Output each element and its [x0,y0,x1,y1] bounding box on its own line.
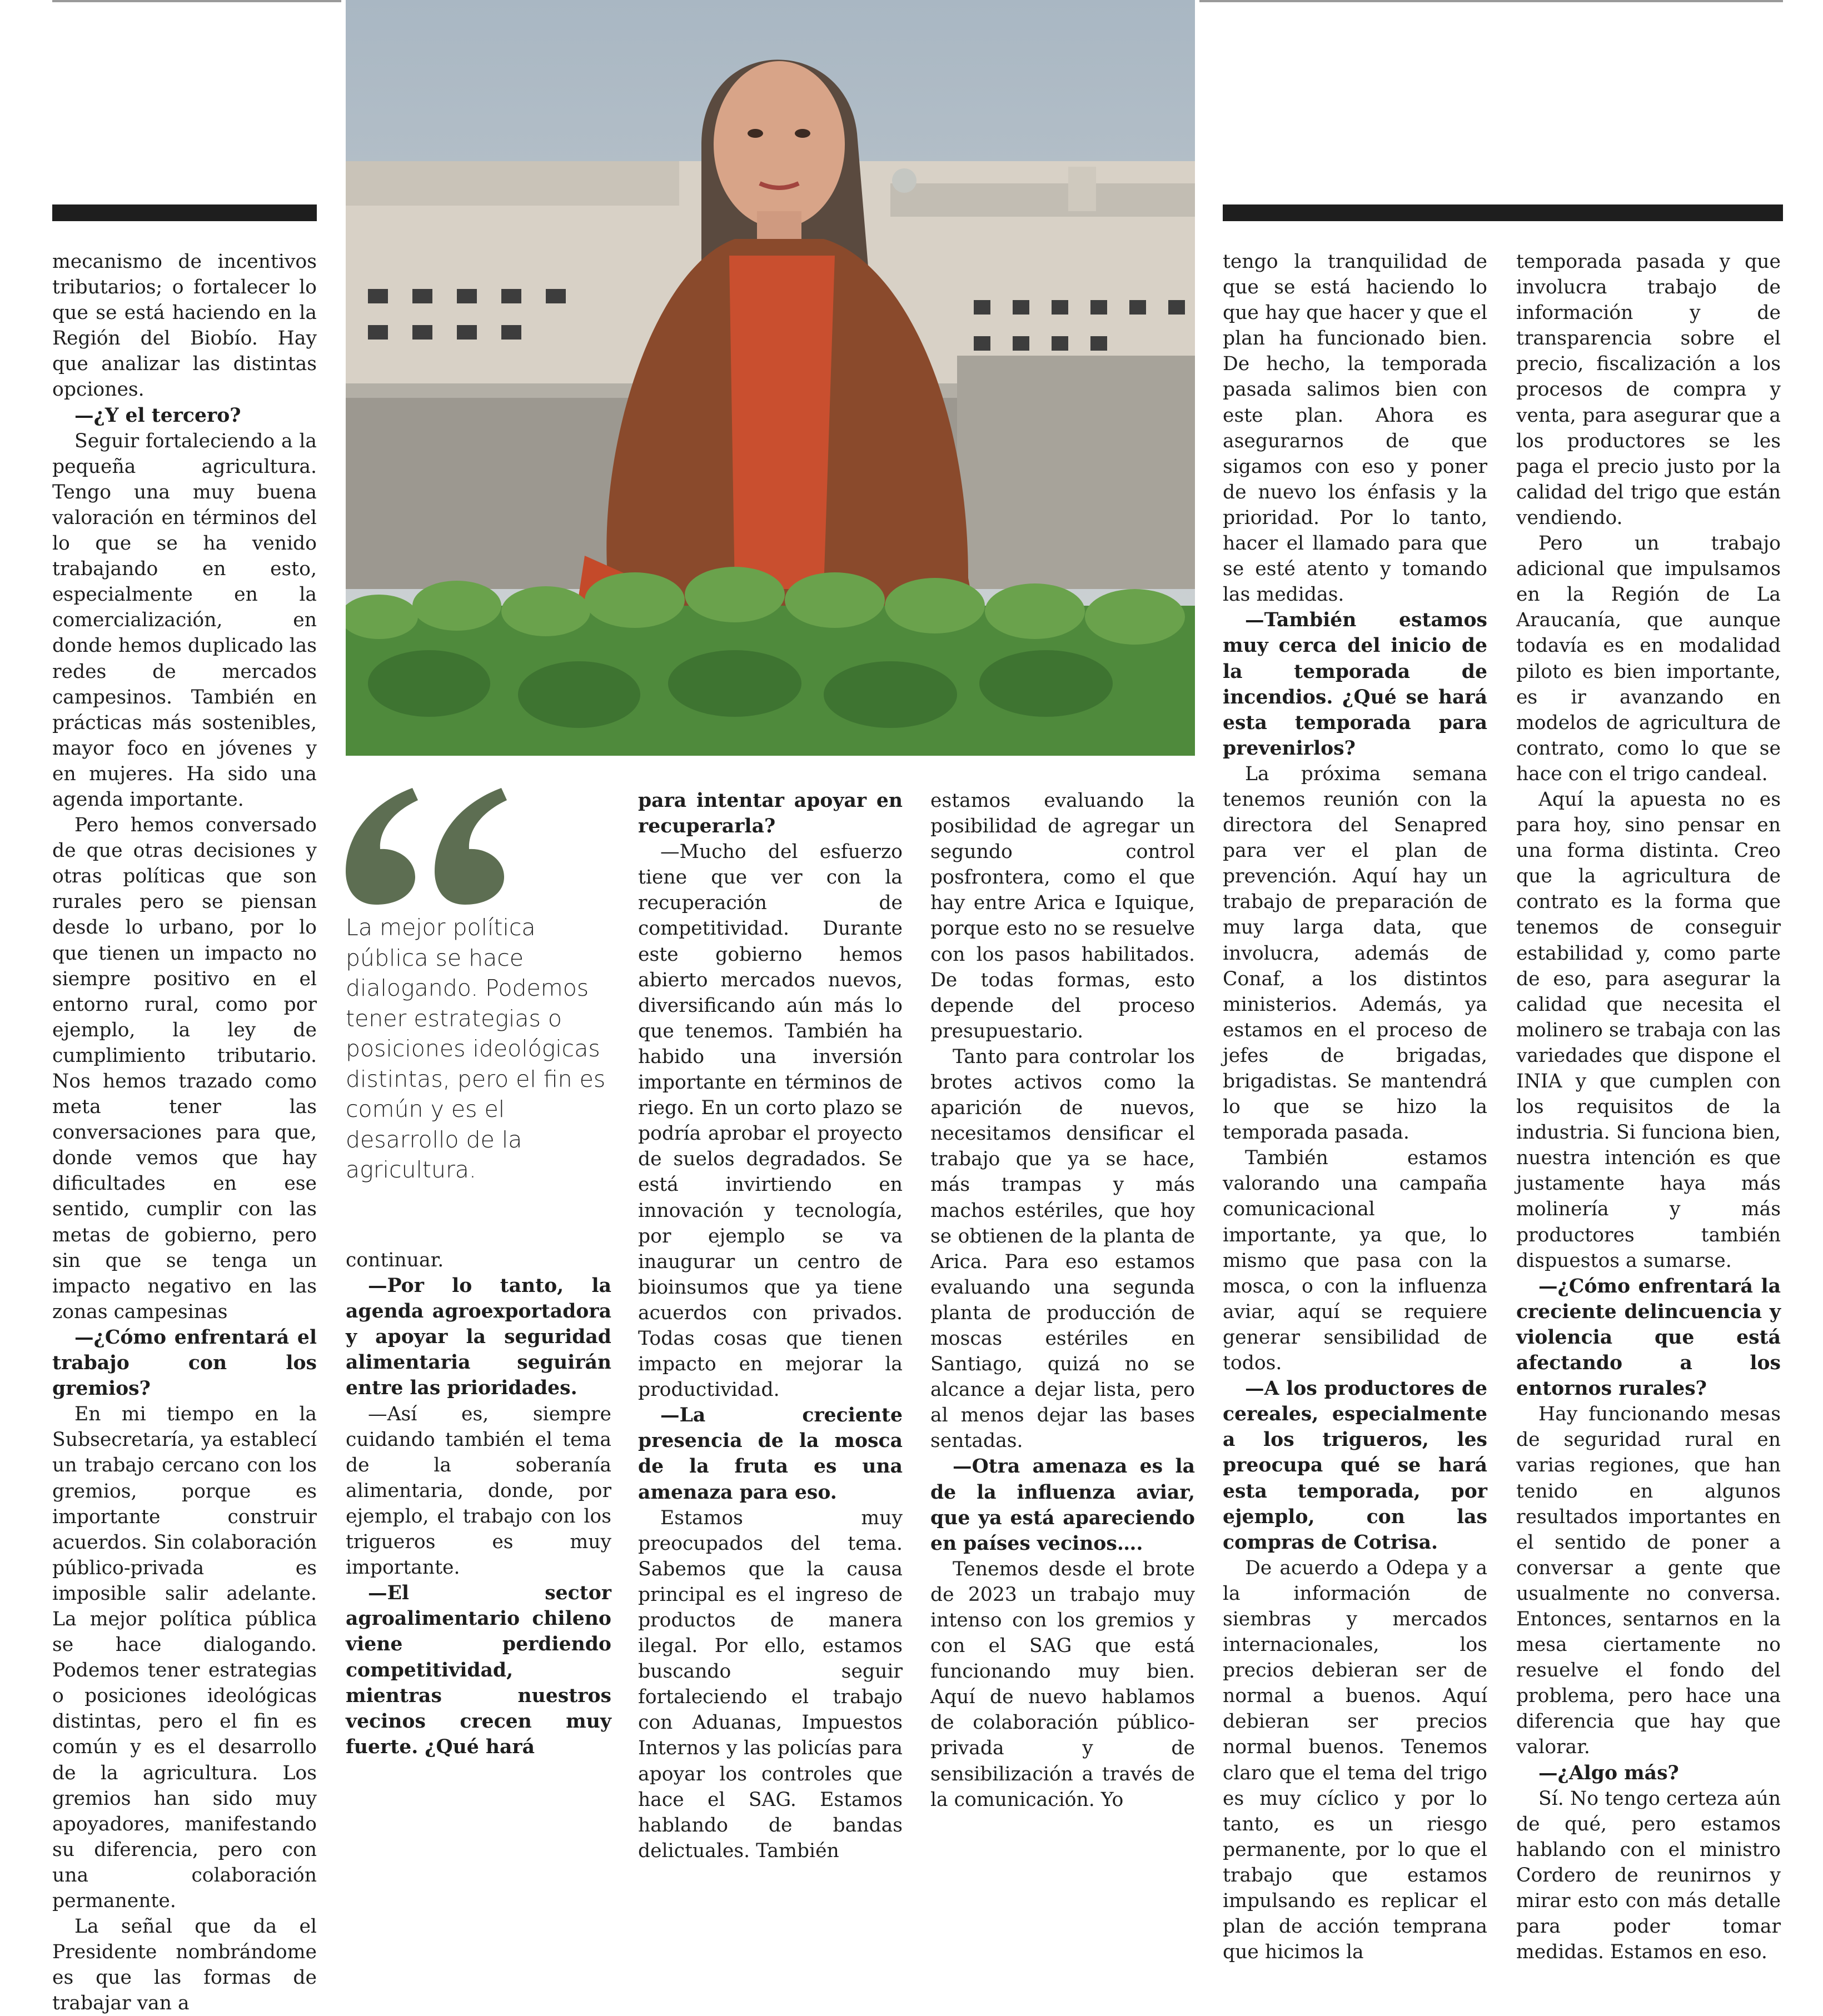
article-column-5 [1223,249,1487,1965]
interview-answer: La señal que da el Presidente nombrándome es que las formas de trabajar van a [52,1915,317,2015]
pull-quote: La mejor política pública se hace dialogando. Podemos tener estrategias o posiciones ideológicas distintas, pero el fin es común y es el desarrollo de la agricultura. [346,914,606,1183]
interview-answer: Tanto para controlar los brotes activos como la aparición de nuevos, necesitamos densificar el trabajo que ya se hace, más trampas y más machos estériles, que hoy se obtienen de la planta de Arica. Para eso estamos evaluando una segunda planta de producción de moscas estériles en Santiago, quizá no se alcance a dejar lista, pero al menos dejar las bases sentadas. [930,1045,1195,1453]
interview-question: —¿Y el tercero? [74,404,241,427]
interview-answer: En mi tiempo en la Subsecretaría, ya establecí un trabajo cercano con los gremios, porque es importante construir acuerdos. Sin colaboración público-privada es imposible salir adelante. La mejor política pública se hace dialogando. Podemos tener estrategias o posiciones ideológicas distintas, pero el fin es común y es el desarrollo de la agricultura. Los gremios han sido muy apoyadores, manifestando su diferencia, pero con una colaboración permanente. [52,1403,317,1912]
interview-question: —Otra amenaza es la de la influenza aviar, que ya está apareciendo en países vecinos…. [930,1455,1195,1555]
top-rule-left [52,0,341,2]
quote-glyph-right [435,788,507,905]
portrait-photo [346,0,1195,756]
interview-answer: continuar. [346,1249,444,1271]
interview-answer: También estamos valorando una campaña comunicacional importante, ya que, lo mismo que pasa con la mosca, o con la influenza aviar, aquí se requiere generar sensibilidad de todos. [1223,1147,1487,1375]
interview-answer: —Mucho del esfuerzo tiene que ver con la recuperación de competitividad. Durante este gobierno hemos abierto mercados nuevos, diversificando aún más lo que tenemos. También ha habido una inversión importante en términos de riego. En un corto plazo se podría aprobar el proyecto de suelos degradados. Se está invirtiendo en innovación y tecnología, por ejemplo se va inaugurar un centro de bioinsumos que ya tiene acuerdos con privados. Todas cosas que tienen impacto en mejorar la productividad. [638,841,903,1401]
section-bar-left [52,204,317,221]
interview-answer: Pero hemos conversado de que otras decisiones y otras políticas que son rurales pero se piensan desde lo urbano, por lo que tienen un impacto no siempre positivo en el entorno rural, como por ejemplo, la ley de cumplimiento tributario. Nos hemos trazado como meta tener las conversaciones para que, donde vemos que hay dificultades en ese sentido, cumplir con las metas de gobierno, pero sin que se tenga un impacto negativo en las zonas campesinas [52,814,317,1323]
quote-glyph-left [346,788,418,905]
interview-question: —La creciente presencia de la mosca de la fruta es una amenaza para eso. [638,1404,903,1504]
article-column-2 [346,1247,611,1760]
interview-answer: De acuerdo a Odepa y a la información de siembras y mercados internacionales, los precios debieran ser de normal a buenos. Aquí debieran ser precios normal buenos. Tenemos claro que el tema del trigo es muy cíclico y por lo tanto, es un riesgo permanente, por lo que el trabajo que estamos impulsando es replicar el plan de acción temprana que hicimos la [1223,1556,1487,1964]
interview-question: —También estamos muy cerca del inicio de la temporada de incendios. ¿Qué se hará esta temporada para prevenirlos? [1223,609,1487,760]
interview-question: —Por lo tanto, la agenda agroexportadora y apoyar la seguridad alimentaria seguirán entre las prioridades. [346,1275,611,1400]
article-column-1 [52,249,317,2016]
section-bar-right [1223,204,1783,221]
interview-answer: Sí. No tengo certeza aún de qué, pero estamos hablando con el ministro Cordero de reunirnos y mirar esto con más detalle para poder tomar medidas. Estamos en eso. [1516,1787,1781,1964]
interview-question: para intentar apoyar en recuperarla? [638,790,903,838]
interview-answer: estamos evaluando la posibilidad de agregar un segundo control posfrontera, como el que hay entre Arica e Iquique, porque esto no se resuelve con los pasos habilitados. De todas formas, esto depende del proceso presupuestario. [930,790,1195,1042]
interview-question: —¿Algo más? [1538,1761,1679,1784]
interview-answer: Hay funcionando mesas de seguridad rural en varias regiones, que han tenido en algunos resultados importantes en el sentido de poner a conversar a gente que usualmente no conversa. Entonces, sentarnos en la mesa ciertamente no resuelve el fondo del problema, pero hace una diferencia que hay que valorar. [1516,1403,1781,1759]
interview-question: —A los productores de cereales, especialmente a los trigueros, les preocupa qué se hará esta temporada, por ejemplo, con las compras de Cotrisa. [1223,1378,1487,1554]
interview-answer: Aquí la apuesta no es para hoy, sino pensar en una forma distinta. Creo que la agricultura de contrato es la forma que tenemos de conseguir estabilidad y, como parte de eso, para asegurar la calidad que necesita el molinero se trabaja con las variedades que dispone el INIA y que cumplen con los requisitos de la industria. Si funciona bien, nuestra intención es que justamente haya más molinería y más productores también dispuestos a sumarse. [1516,788,1781,1272]
interview-answer: Tenemos desde el brote de 2023 un trabajo muy intenso con los gremios y con el SAG que está funcionando muy bien. Aquí de nuevo hablamos de colaboración público-privada y de sensibilización a través de la comunicación. Yo [930,1558,1195,1811]
interview-answer: Pero un trabajo adicional que impulsamos en la Región de La Araucanía, que aunque todavía es en modalidad piloto es bien importante, es ir avanzando en modelos de agricultura de contrato, como lo que se hace con el trigo candeal. [1516,532,1781,785]
article-column-6 [1516,249,1781,1965]
interview-question: —¿Cómo enfrentará el trabajo con los gremios? [52,1326,317,1400]
quote-mark-icon [346,788,507,915]
article-column-4 [930,788,1195,1813]
interview-answer: tengo la tranquilidad de que se está haciendo lo que hay que hacer y que el plan ha funcionado bien. De hecho, la temporada pasada salimos bien con este plan. Ahora es asegurarnos de que sigamos con eso y poner de nuevo los énfasis y la prioridad. Por lo tanto, hacer el llamado para que se esté atento y tomando las medidas. [1223,251,1487,606]
interview-question: —¿Cómo enfrentará la creciente delincuencia y violencia que está afectando a los entornos rurales? [1516,1275,1781,1400]
interview-answer: temporada pasada y que involucra trabajo de información y de transparencia sobre el precio, fiscalización a los procesos de compra y venta, para asegurar que a los productores se les paga el precio justo por la calidad del trigo que están vendiendo. [1516,251,1781,529]
interview-answer: Estamos muy preocupados del tema. Sabemos que la causa principal es el ingreso de productos de manera ilegal. Por ello, estamos buscando seguir fortaleciendo el trabajo con Aduanas, Impuestos Internos y las policías para apoyar los controles que hace el SAG. Estamos hablando de bandas delictuales. También [638,1506,903,1862]
interview-question: —El sector agroalimentario chileno viene perdiendo competitividad, mientras nuestros vecinos crecen muy fuerte. ¿Qué hará [346,1582,611,1758]
article-column-3 [638,788,903,1864]
top-rule-right [1199,0,1783,2]
interview-answer: mecanismo de incentivos tributarios; o fortalecer lo que se está haciendo en la Región del Biobío. Hay que analizar las distintas opciones. [52,251,317,401]
interview-answer: La próxima semana tenemos reunión con la directora del Senapred para ver el plan de prevención. Aquí hay un trabajo de preparación de muy larga data, que involucra, además de Conaf, a los distintos ministerios. Además, ya estamos en el proceso de jefes de brigadas, brigadistas. Se mantendrá lo que se hizo la temporada pasada. [1223,762,1487,1144]
interview-answer: Seguir fortaleciendo a la pequeña agricultura. Tengo una muy buena valoración en términos del lo que se ha venido trabajando en esto, especialmente en la comercialización, en donde hemos duplicado las redes de mercados campesinos. También en prácticas más sostenibles, mayor foco en jóvenes y en mujeres. Ha sido una agenda importante. [52,430,317,811]
interview-answer: —Así es, siempre cuidando también el tema de la soberanía alimentaria, donde, por ejemplo, el trabajo con los trigueros es muy importante. [346,1403,611,1579]
